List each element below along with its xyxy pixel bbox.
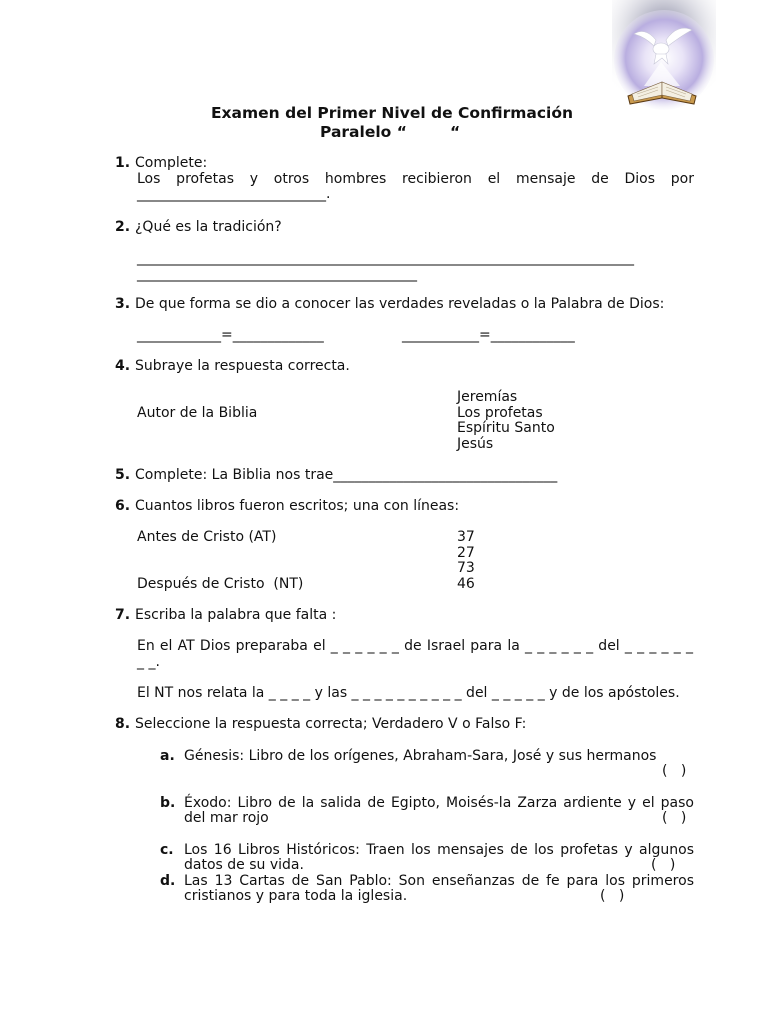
- fill-in-sentence[interactable]: _ _.: [137, 654, 160, 670]
- dove-bible-logo: [604, 0, 722, 112]
- item-letter: d.: [160, 873, 176, 889]
- question-label: Escriba la palabra que falta :: [135, 607, 337, 623]
- question-number: 8.: [115, 716, 131, 732]
- item-letter: b.: [160, 795, 176, 811]
- answer-option[interactable]: Espíritu Santo: [457, 420, 555, 436]
- question-prompt: Autor de la Biblia: [137, 405, 258, 421]
- true-false-statement: cristianos y para toda la iglesia.: [184, 888, 408, 904]
- question-text: Los profetas y otros hombres recibieron el mensaje de Dios por: [137, 171, 694, 187]
- question-number: 1.: [115, 155, 131, 171]
- true-false-statement: Las 13 Cartas de San Pablo: Son enseñanzas de fe para los primeros: [184, 873, 694, 889]
- fill-in-sentence[interactable]: El NT nos relata la _ _ _ _ y las _ _ _ _ _ _ _ _ _ _ del _ _ _ _ _ y de los apóstoles.: [137, 685, 680, 701]
- true-false-box[interactable]: ( ): [662, 810, 687, 826]
- question-label: ¿Qué es la tradición?: [135, 219, 282, 235]
- match-number: 27: [457, 545, 475, 561]
- question-label: De que forma se dio a conocer las verdades reveladas o la Palabra de Dios:: [135, 296, 665, 312]
- true-false-statement: Génesis: Libro de los orígenes, Abraham-Sara, José y sus hermanos: [184, 748, 657, 764]
- answer-line[interactable]: ________________________________________: [137, 266, 417, 282]
- question-number: 5.: [115, 467, 131, 483]
- question-label: Seleccione la respuesta correcta; Verdadero V o Falso F:: [135, 716, 527, 732]
- question-number: 6.: [115, 498, 131, 514]
- question-label: Complete:: [135, 155, 208, 171]
- answer-option[interactable]: Jesús: [457, 436, 494, 452]
- item-letter: a.: [160, 748, 175, 764]
- match-number: 46: [457, 576, 475, 592]
- item-letter: c.: [160, 842, 174, 858]
- question-number: 3.: [115, 296, 131, 312]
- question-label: Cuantos libros fueron escritos; una con líneas:: [135, 498, 460, 514]
- true-false-box[interactable]: ( ): [651, 857, 676, 873]
- match-number: 37: [457, 529, 475, 545]
- true-false-statement: Éxodo: Libro de la salida de Egipto, Moisés-la Zarza ardiente y el paso: [184, 795, 694, 811]
- question-label: Complete: La Biblia nos trae________________________________: [135, 467, 558, 483]
- question-number: 7.: [115, 607, 131, 623]
- match-left-item: Después de Cristo (NT): [137, 576, 304, 592]
- answer-option[interactable]: Los profetas: [457, 405, 543, 421]
- answer-option[interactable]: Jeremías: [457, 389, 518, 405]
- true-false-box[interactable]: ( ): [600, 888, 625, 904]
- match-left-item: Antes de Cristo (AT): [137, 529, 277, 545]
- question-number: 2.: [115, 219, 131, 235]
- true-false-statement: datos de su vida.: [184, 857, 304, 873]
- page-title: Examen del Primer Nivel de Confirmación: [210, 104, 574, 122]
- page-subtitle: Paralelo “ “: [320, 123, 461, 141]
- answer-pair[interactable]: ____________=_____________: [137, 327, 324, 343]
- match-number: 73: [457, 560, 475, 576]
- answer-line[interactable]: _______________________________________________________________________: [137, 250, 634, 266]
- true-false-statement: Los 16 Libros Históricos: Traen los mensajes de los profetas y algunos: [184, 842, 694, 858]
- true-false-statement: del mar rojo: [184, 810, 269, 826]
- question-number: 4.: [115, 358, 131, 374]
- question-label: Subraye la respuesta correcta.: [135, 358, 350, 374]
- true-false-box[interactable]: ( ): [662, 763, 687, 779]
- answer-blank[interactable]: ___________________________.: [137, 186, 331, 202]
- fill-in-sentence[interactable]: En el AT Dios preparaba el _ _ _ _ _ _ de Israel para la _ _ _ _ _ _ del _ _ _ _ _ _: [137, 638, 693, 654]
- answer-pair[interactable]: ___________=____________: [402, 327, 575, 343]
